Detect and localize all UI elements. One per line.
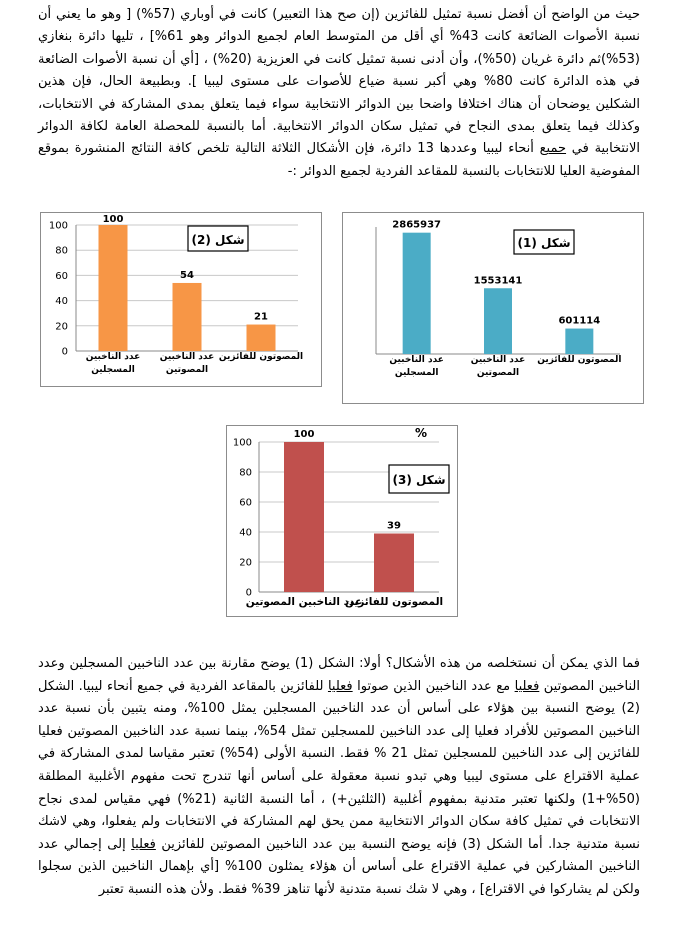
chart-figure-2 (40, 212, 322, 387)
data-label: 100 (293, 429, 315, 440)
category-label-line: عدد الناخبين (85, 352, 141, 362)
underlined-text: فعليا (514, 678, 540, 694)
chart-frame (227, 426, 458, 617)
data-label: 21 (254, 311, 268, 323)
category-label-line: المصوتون للفائزين (537, 355, 622, 365)
chart-title: شكل (3) (392, 473, 446, 487)
category-label-line: المسجلين (394, 368, 439, 378)
category-label-line: المصوتين (476, 368, 520, 378)
bar (99, 225, 128, 351)
text-run: حيث من الواضح أن أفضل نسبة تمثيل للفائزين (إن صح هذا التعبير) كانت في أوباري (57%) [ وهو ما يعني أن نسبة الأصوات الضائعة كانت 43% أي أقل من المتوسط العام لجميع الدوائر وهو 61%] ، تليها دائرة بنغازي (53%)ثم دائرة غريان (50%)، وأن أدنى نسبة تمثيل كانت في العزيزية (20%) ، [أي أن نسبة الأصوات الضائعة في هذه الدائرة كانت 80% وهي أكبر نسبة ضياع للأصوات على مستوى ليبيا ]. وبطبيعة الحال، فإن هذين الشكلين يوضحان أن هناك اختلافا واضحا بين الدوائر الانتخابية سواء فيما يتعلق بمدى المشاركة في الانتخابات، وكذلك فيما يتعلق بمدى النجاح في تمثيل سكان الدوائر الانتخابية. أما بالنسبة للمحصلة العامة لكافة الدوائر الانتخابية في (38, 7, 640, 157)
y-tick-label: 20 (55, 321, 68, 333)
chart-subtitle: % (414, 426, 428, 440)
text-run: أنحاء ليبيا وعددها 13 دائرة، فإن الأشكال الثلاثة التالية تلخص كافة النتائج المنشورة بموقع المفوضية العليا للانتخابات بالنسبة للمقاعد الفردية لجميع الدوائر :- (38, 141, 640, 179)
text-run: فما الذي يمكن أن نستخلصه من هذه الأشكال؟ أولا: الشكل (1) يوضح مقارنة بين عدد الناخبين المسجلين وعدد الناخبين المصوتين (38, 656, 640, 694)
category-label-line: المصوتون للفائزين (344, 596, 444, 608)
bar (284, 442, 324, 592)
y-tick-label: 0 (61, 346, 68, 358)
data-label: 1553141 (473, 275, 523, 287)
y-tick-label: 40 (239, 527, 252, 539)
category-label-line: عدد الناخبين (389, 355, 444, 365)
data-label: 39 (387, 520, 401, 532)
chart-figure-3 (226, 425, 458, 617)
bar (374, 534, 414, 593)
underlined-text: فعليا (131, 836, 156, 852)
category-label (345, 596, 443, 608)
category-label-line: المصوتون للفائزين (218, 352, 304, 362)
chart-figure-1 (342, 212, 644, 404)
bar (484, 288, 512, 354)
text-run: مع عدد الناخبين الذين صوتوا (352, 678, 515, 694)
category-label (537, 355, 621, 365)
intro-paragraph (38, 4, 640, 183)
data-label: 100 (102, 214, 124, 225)
category-label-line: عدد الناخبين (159, 352, 215, 362)
category-label (219, 352, 303, 362)
chart-title: شكل (1) (517, 236, 571, 250)
y-tick-label: 20 (239, 557, 252, 569)
data-label: 601114 (558, 315, 601, 327)
category-label-line: عدد الناخبين (470, 355, 526, 365)
category-label-line: عدد الناخبين المصوتين (245, 596, 363, 608)
y-tick-label: 80 (239, 467, 252, 479)
category-label-line: المصوتين (165, 365, 209, 375)
text-run: للفائزين بالمقاعد الفردية في جميع أنحاء ليبيا. الشكل (2) يوضح النسبة بين هؤلاء على أساس أن عدد الناخبين المسجلين يمثل 100%، ومنه يتبين بأن نسبة عدد الناخبين المصوتين للأفراد فعليا إلى عدد الناخبين للمسجلين تمثل 54%، بينما نسبة عدد الناخبين المصوتين فعليا للفائزين إلى عدد الناخبين للمسجلين تمثل 21 % فقط. النسبة الأولى (54%) تعتبر مقياسا لمدى المشاركة في عملية الاقتراع على مستوى ليبيا وهي تبدو نسبة معقولة على أساس أنها تندرج تحت مفهوم الأغلبية المطلقة (50%+1) ولكنها تعتبر متدنية بمفهوم أغلبية (الثلثين+) ، أما النسبة الثانية (21%) فهي مقياس لمدى نجاح الانتخابات في تمثيل كافة سكان الدوائر الانتخابية ممن يحق لهم المشاركة في الانتخابات ولم يفعلوا، وهي لاشك نسبة متدنية جدا. أما الشكل (3) فإنه يوضح النسبة بين عدد الناخبين المصوتين للفائزين (38, 678, 640, 852)
bar (173, 283, 202, 351)
underlined-text: فعليا (327, 678, 353, 694)
bar (247, 325, 276, 351)
data-label: 54 (180, 269, 194, 281)
y-tick-label: 60 (239, 497, 252, 509)
y-tick-label: 100 (232, 437, 252, 449)
y-tick-label: 40 (55, 296, 68, 308)
y-tick-label: 80 (55, 245, 68, 257)
y-tick-label: 0 (245, 587, 252, 599)
category-label-line: المسجلين (91, 365, 135, 375)
chart-title: شكل (2) (191, 233, 245, 247)
text-run: إلى إجمالي عدد الناخبين المشاركين في عملية الاقتراع على أساس أن هؤلاء يمثلون 100% [أي بإهمال الناخبين الذين سجلوا ولكن لم يشاركوا في الاقتراع] ، وهي لا شك نسبة متدنية لأنها تناهز 39% فقط. ولأن هذه النسبة تعتبر (38, 836, 640, 897)
bar (403, 233, 431, 354)
bar (565, 329, 593, 354)
underlined-text: جميع (539, 141, 567, 157)
y-tick-label: 100 (48, 220, 68, 232)
analysis-paragraph (38, 653, 640, 902)
data-label: 2865937 (392, 219, 442, 231)
y-tick-label: 60 (55, 270, 68, 282)
